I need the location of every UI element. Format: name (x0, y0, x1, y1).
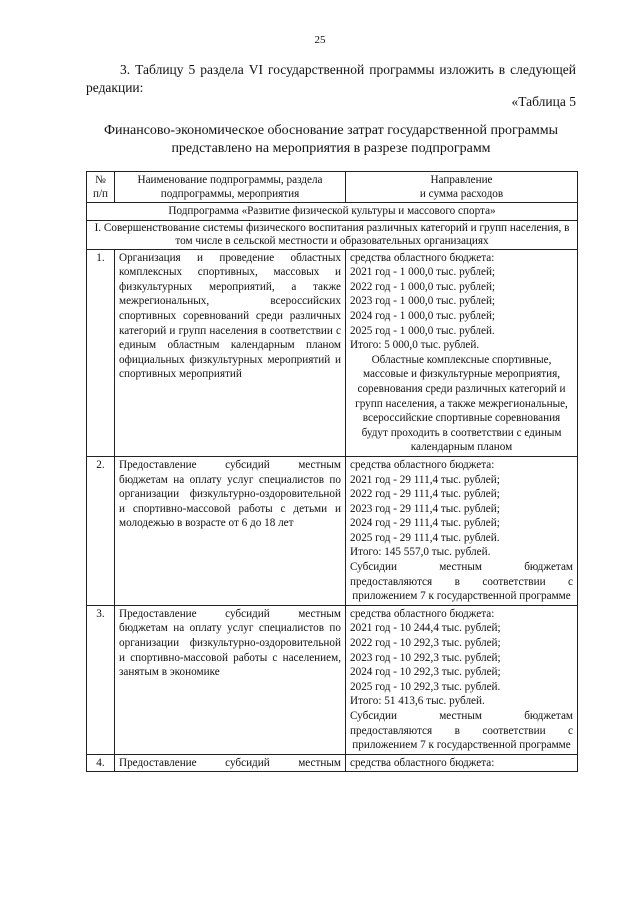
row-name (115, 605, 346, 754)
header-expense-cell (346, 172, 578, 203)
header-name-label: Наименование подпрограммы, раздела (137, 174, 323, 186)
row-number: 1. (87, 249, 115, 456)
row-expense (346, 249, 578, 456)
header-num-sublabel: п/п (92, 188, 109, 200)
header-expense-sublabel: и сумма расходов (419, 188, 504, 200)
expense-note: Субсидии местным бюджетам предоставляются в соответствии с приложением 7 к государственной программе (350, 710, 573, 752)
header-expense-label: Направление (430, 174, 493, 186)
expense-line: 2023 год - 10 292,3 тыс. рублей; (350, 651, 501, 664)
expense-line: 2024 год - 29 111,4 тыс. рублей; (350, 517, 500, 530)
expense-line: 2022 год - 10 292,3 тыс. рублей; (350, 637, 501, 650)
row-expense (346, 605, 578, 754)
expense-line: 2025 год - 29 111,4 тыс. рублей. (350, 531, 500, 544)
table-reference: «Таблица 5 (511, 94, 576, 109)
table-row (87, 605, 578, 754)
section-title: I. Совершенствование системы физического воспитания различных категорий и групп населения, в том числе в сельской местности и образовательных организациях (87, 220, 578, 249)
row-name-text: Предоставление субсидий местным (119, 756, 341, 769)
expense-line: 2022 год - 29 111,4 тыс. рублей; (350, 488, 500, 501)
row-name-text: Организация и проведение областных комплексных спортивных, массовых и физкультурных мероприятий, а также межрегиональных, всероссийских спортивных соревнований среди различных категорий и групп населения в соответствии с единым областным календарным планом официальных физкультурных мероприятий и спортивных мероприятий (119, 251, 341, 381)
expense-line: 2021 год - 1 000,0 тыс. рублей; (350, 266, 496, 279)
expense-line: 2025 год - 1 000,0 тыс. рублей. (350, 324, 495, 337)
subprogram-title: Подпрограмма «Развитие физической культуры и массового спорта» (87, 203, 578, 221)
expense-line: средства областного бюджета: (350, 458, 495, 471)
row-number: 2. (87, 456, 115, 605)
title-line: Финансово-экономическое обоснование затрат государственной программы (103, 123, 559, 138)
expense-line: средства областного бюджета: (350, 756, 495, 769)
row-name (115, 456, 346, 605)
expense-line: 2021 год - 29 111,4 тыс. рублей; (350, 473, 500, 486)
header-num-label: № (95, 174, 106, 186)
header-name-cell (115, 172, 346, 203)
expense-line: 2023 год - 29 111,4 тыс. рублей; (350, 502, 500, 515)
subprogram-row (87, 203, 578, 221)
expense-total: Итого: 5 000,0 тыс. рублей. (350, 339, 480, 352)
section-row (87, 220, 578, 249)
expense-total: Итого: 51 413,6 тыс. рублей. (350, 695, 485, 708)
expense-line: 2024 год - 1 000,0 тыс. рублей; (350, 309, 496, 322)
table-row (87, 754, 578, 772)
table-header-row (87, 172, 578, 203)
expense-line: 2022 год - 1 000,0 тыс. рублей; (350, 280, 496, 293)
table-row (87, 456, 578, 605)
financial-table (86, 171, 578, 772)
intro-paragraph: 3. Таблицу 5 раздела VI государственной программы изложить в следующей редакции: (86, 62, 576, 95)
expense-note: Областные комплексные спортивные, массовые и физкультурные мероприятия, соревнования среди различных категорий и групп населения, а также межрегиональные, всероссийские спортивные соревнования будут проходить в соответствии с единым календарным планом (355, 353, 568, 454)
expense-line: средства областного бюджета: (350, 251, 495, 264)
row-expense (346, 456, 578, 605)
expense-line: 2024 год - 10 292,3 тыс. рублей; (350, 666, 501, 679)
expense-line: 2023 год - 1 000,0 тыс. рублей; (350, 295, 496, 308)
expense-line: 2021 год - 10 244,4 тыс. рублей; (350, 622, 501, 635)
row-expense (346, 754, 578, 772)
expense-line: 2025 год - 10 292,3 тыс. рублей. (350, 680, 501, 693)
document-title (86, 122, 576, 158)
header-name-sublabel: подпрограммы, мероприятия (160, 188, 300, 200)
row-name-text: Предоставление субсидий местным бюджетам на оплату услуг специалистов по организации физкультурно-оздоровительной и спортивно-массовой работы с детьми и молодежью в возрасте от 6 до 18 лет (119, 458, 341, 530)
title-line: представлено на мероприятия в разрезе подпрограмм (171, 141, 491, 156)
header-num-cell (87, 172, 115, 203)
expense-note: Субсидии местным бюджетам предоставляются в соответствии с приложением 7 к государственной программе (350, 561, 573, 603)
row-number: 3. (87, 605, 115, 754)
expense-total: Итого: 145 557,0 тыс. рублей. (350, 546, 491, 559)
row-name-text: Предоставление субсидий местным бюджетам на оплату услуг специалистов по организации физкультурно-оздоровительной и спортивно-массовой работы с населением, занятым в экономике (119, 607, 341, 679)
row-number: 4. (87, 754, 115, 772)
table-row (87, 249, 578, 456)
row-name (115, 249, 346, 456)
page-number: 25 (314, 34, 326, 46)
expense-line: средства областного бюджета: (350, 607, 495, 620)
row-name (115, 754, 346, 772)
